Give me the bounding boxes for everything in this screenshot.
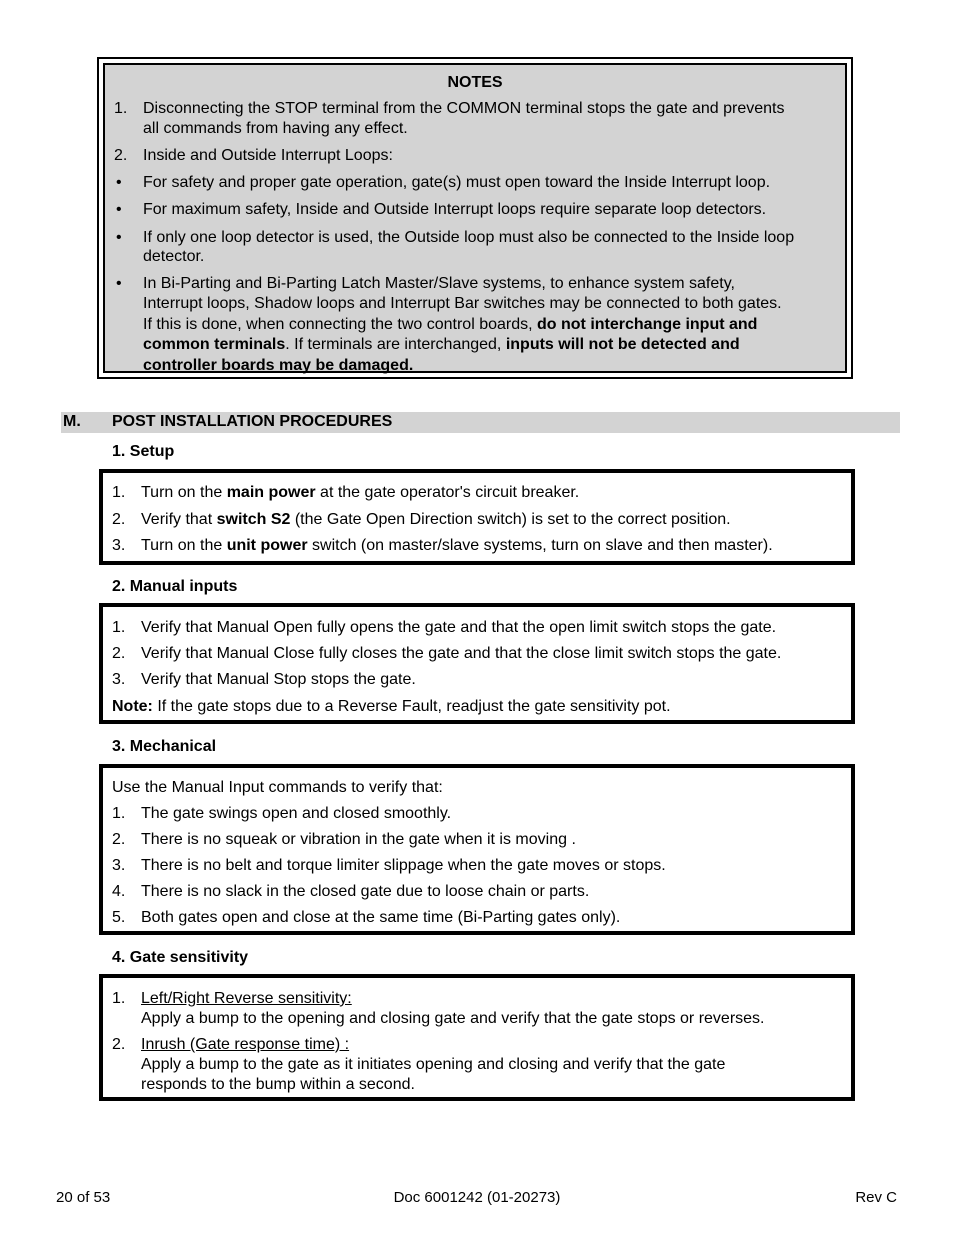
bullet-marker: •	[116, 229, 122, 246]
text-run: at the gate operator's circuit breaker.	[315, 484, 580, 501]
list-item-text: If only one loop detector is used, the Outside loop must also be connected to the Inside loop	[143, 229, 795, 246]
list-item-text	[141, 483, 579, 503]
warning-text: common terminals	[143, 336, 286, 353]
list-item-text: Verify that Manual Open fully opens the gate and that the open limit switch stops the gate.	[141, 619, 777, 636]
list-item-text: There is no squeak or vibration in the gate when it is moving .	[141, 831, 576, 848]
list-item-text: Apply a bump to the opening and closing gate and verify that the gate stops or reverses.	[141, 1010, 765, 1027]
section-title: POST INSTALLATION PROCEDURES	[112, 413, 393, 430]
list-item-text	[143, 356, 413, 376]
list-marker: 5.	[112, 909, 126, 926]
mechanical-box	[99, 764, 855, 935]
list-item-text: For safety and proper gate operation, gate(s) must open toward the Inside Interrupt loop.	[143, 174, 771, 191]
emphasis-text: switch S2	[216, 511, 291, 528]
item-label: Inrush (Gate response time) :	[141, 1036, 350, 1053]
warning-text: do not interchange input and	[537, 316, 758, 333]
list-item-text: Both gates open and close at the same time (Bi-Parting gates only).	[141, 909, 621, 926]
list-marker: 1.	[112, 990, 126, 1007]
mechanical-heading: 3. Mechanical	[112, 738, 217, 755]
list-item-text: The gate swings open and closed smoothly.	[141, 805, 452, 822]
notes-title: NOTES	[447, 74, 503, 91]
section-header	[61, 412, 900, 433]
list-item-text: For maximum safety, Inside and Outside Interrupt loops require separate loop detectors.	[143, 201, 767, 218]
setup-heading: 1. Setup	[112, 443, 175, 460]
item-label: Left/Right Reverse sensitivity:	[141, 990, 352, 1007]
list-item-text: Inside and Outside Interrupt Loops:	[143, 147, 393, 164]
notes-box	[97, 57, 853, 379]
list-marker: 1.	[112, 805, 126, 822]
sensitivity-heading: 4. Gate sensitivity	[112, 949, 249, 966]
list-item-text	[141, 536, 773, 556]
list-marker: 2.	[112, 511, 126, 528]
note-text: If the gate stops due to a Reverse Fault, readjust the gate sensitivity pot.	[152, 698, 671, 715]
list-item-label	[141, 1035, 349, 1055]
list-item-text: In Bi-Parting and Bi-Parting Latch Master/Slave systems, to enhance system safety,	[143, 275, 735, 292]
bullet-marker: •	[116, 174, 122, 191]
manual-heading: 2. Manual inputs	[112, 578, 238, 595]
list-marker: 2.	[112, 645, 126, 662]
list-marker: 3.	[112, 671, 126, 688]
text-run: . If terminals are interchanged,	[285, 336, 506, 353]
list-marker: 4.	[112, 883, 126, 900]
list-marker: 1.	[114, 100, 128, 117]
list-item-text: Apply a bump to the gate as it initiates opening and closing and verify that the gate	[141, 1056, 726, 1073]
list-marker: 3.	[112, 857, 126, 874]
list-marker: 2.	[114, 147, 128, 164]
list-item-text: Verify that Manual Close fully closes the gate and that the close limit switch stops the gate.	[141, 645, 782, 662]
list-marker: 1.	[112, 484, 126, 501]
section-letter: M.	[63, 413, 81, 430]
manual-box	[99, 603, 855, 724]
list-item-text: There is no belt and torque limiter slippage when the gate moves or stops.	[141, 857, 666, 874]
list-marker: 2.	[112, 1036, 126, 1053]
list-item-text	[141, 510, 731, 530]
text-run: (the Gate Open Direction switch) is set to the correct position.	[290, 511, 731, 528]
list-item-text: all commands from having any effect.	[143, 120, 408, 137]
list-marker: 1.	[112, 619, 126, 636]
setup-box	[99, 469, 855, 565]
text-run: Turn on the	[141, 537, 227, 554]
emphasis-text: unit power	[226, 537, 308, 554]
bullet-marker: •	[116, 201, 122, 218]
note-label: Note:	[112, 698, 153, 715]
list-item-text	[143, 315, 757, 335]
list-marker: 2.	[112, 831, 126, 848]
footer-revision: Rev C	[855, 1189, 897, 1206]
list-item-text: Disconnecting the STOP terminal from the COMMON terminal stops the gate and prevents	[143, 100, 785, 117]
list-item-text: Interrupt loops, Shadow loops and Interrupt Bar switches may be connected to both gates.	[143, 295, 782, 312]
list-item-text: detector.	[143, 248, 205, 265]
list-item-label	[141, 989, 352, 1009]
text-run: Turn on the	[141, 484, 227, 501]
footer-doc-number: Doc 6001242 (01-20273)	[393, 1189, 561, 1206]
list-item-text: Verify that Manual Stop stops the gate.	[141, 671, 416, 688]
warning-text: controller boards may be damaged.	[143, 357, 414, 374]
emphasis-text: main power	[226, 484, 316, 501]
text-run: Verify that	[141, 511, 217, 528]
list-marker: 3.	[112, 537, 126, 554]
list-item-text: responds to the bump within a second.	[141, 1076, 415, 1093]
text-run: If this is done, when connecting the two control boards,	[143, 316, 538, 333]
bullet-marker: •	[116, 275, 122, 292]
mechanical-intro: Use the Manual Input commands to verify that:	[112, 779, 443, 796]
manual-note	[112, 697, 671, 717]
list-item-text	[143, 335, 740, 355]
text-run: switch (on master/slave systems, turn on slave and then master).	[307, 537, 773, 554]
footer-page-number: 20 of 53	[56, 1189, 111, 1206]
sensitivity-box	[99, 974, 855, 1101]
notes-box-inner	[103, 63, 847, 373]
warning-text: inputs will not be detected and	[505, 336, 740, 353]
list-item-text: There is no slack in the closed gate due to loose chain or parts.	[141, 883, 590, 900]
